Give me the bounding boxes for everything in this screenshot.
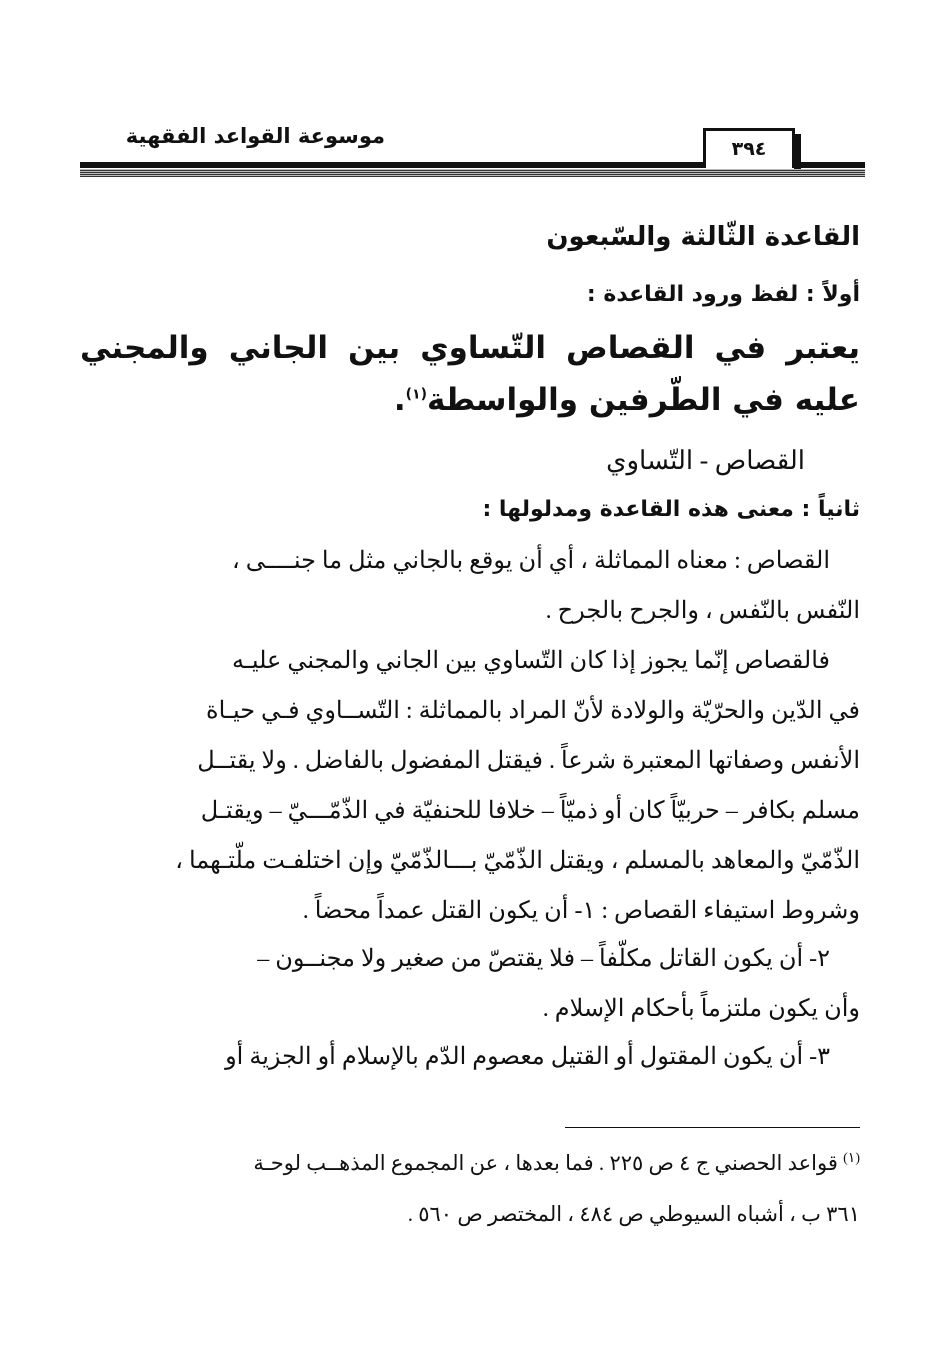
paragraph-line: ٢- أن يكون القاتل مكلّفاً – فلا يقتصّ من صغير ولا مجنــون – — [257, 946, 830, 972]
paragraph-line: في الدّين والحرّيّة والولادة لأنّ المراد بالمماثلة : التّســاوي فـي حيـاة — [206, 698, 860, 724]
paragraph-line: مسلم بكافر – حربيّاً كان أو ذميّاً – خلافا للحنفيّة في الذّمّـــيّ – ويقتـل — [200, 798, 860, 824]
header-rule-shade — [80, 169, 865, 177]
section-heading-wording: أولاً : لفظ ورود القاعدة : — [586, 282, 860, 307]
page-number: ٣٩٤ — [703, 128, 795, 168]
paragraph-line: القصاص : معناه المماثلة ، أي أن يوقع بالجاني مثل ما جنــــى ، — [231, 548, 830, 574]
rule-text-line-2-body: عليه في الطّرفين والواسطة — [426, 382, 860, 418]
keywords: القصاص - التّساوي — [606, 446, 805, 475]
paragraph-line: فالقصاص إنّما يجوز إذا كان التّساوي بين الجاني والمجني عليـه — [231, 648, 830, 674]
footnote-separator — [565, 1127, 860, 1128]
paragraph-line: وأن يكون ملتزماً بأحكام الإسلام . — [542, 996, 860, 1022]
footnote-line-2: ٣٦١ ب ، أشباه السيوطي ص ٤٨٤ ، المختصر ص ٥٦٠ . — [407, 1202, 860, 1226]
section-heading-meaning: ثانياً : معنى هذه القاعدة ومدلولها : — [482, 497, 860, 522]
rule-text-line-1: يعتبر في القصاص التّساوي بين الجاني والمجني — [80, 330, 860, 366]
book-title: موسوعة القواعد الفقهية — [125, 124, 385, 148]
paragraph-line: وشروط استيفاء القصاص : ١- أن يكون القتل عمداً محضاً . — [302, 898, 860, 924]
paragraph-line: الأنفس وصفاتها المعتبرة شرعاً . فيقتل المفضول بالفاضل . ولا يقتــل — [197, 748, 860, 774]
rule-title: القاعدة الثّالثة والسّبعون — [546, 222, 860, 252]
rule-text-line-2-end: . — [393, 382, 406, 418]
footnote-line-1 — [80, 1150, 860, 1176]
footnote-marker: (١) — [843, 1151, 860, 1166]
paragraph-line: ٣- أن يكون المقتول أو القتيل معصوم الدّم بالإسلام أو الجزية أو — [225, 1044, 830, 1070]
rule-text-line-2 — [80, 382, 860, 418]
paragraph-line: الذّمّيّ والمعاهد بالمسلم ، ويقتل الذّمّيّ بـــالذّمّيّ وإن اختلفـت ملّتـهما ، — [175, 848, 860, 874]
footnote-text-1: قواعد الحصني ج ٤ ص ٢٢٥ . فما بعدها ، عن المجموع المذهــب لوحـة — [253, 1151, 838, 1175]
page-header — [80, 112, 865, 182]
footnote-ref[interactable]: (١) — [405, 386, 427, 403]
paragraph-line: النّفس بالنّفس ، والجرح بالجرح . — [545, 598, 860, 624]
